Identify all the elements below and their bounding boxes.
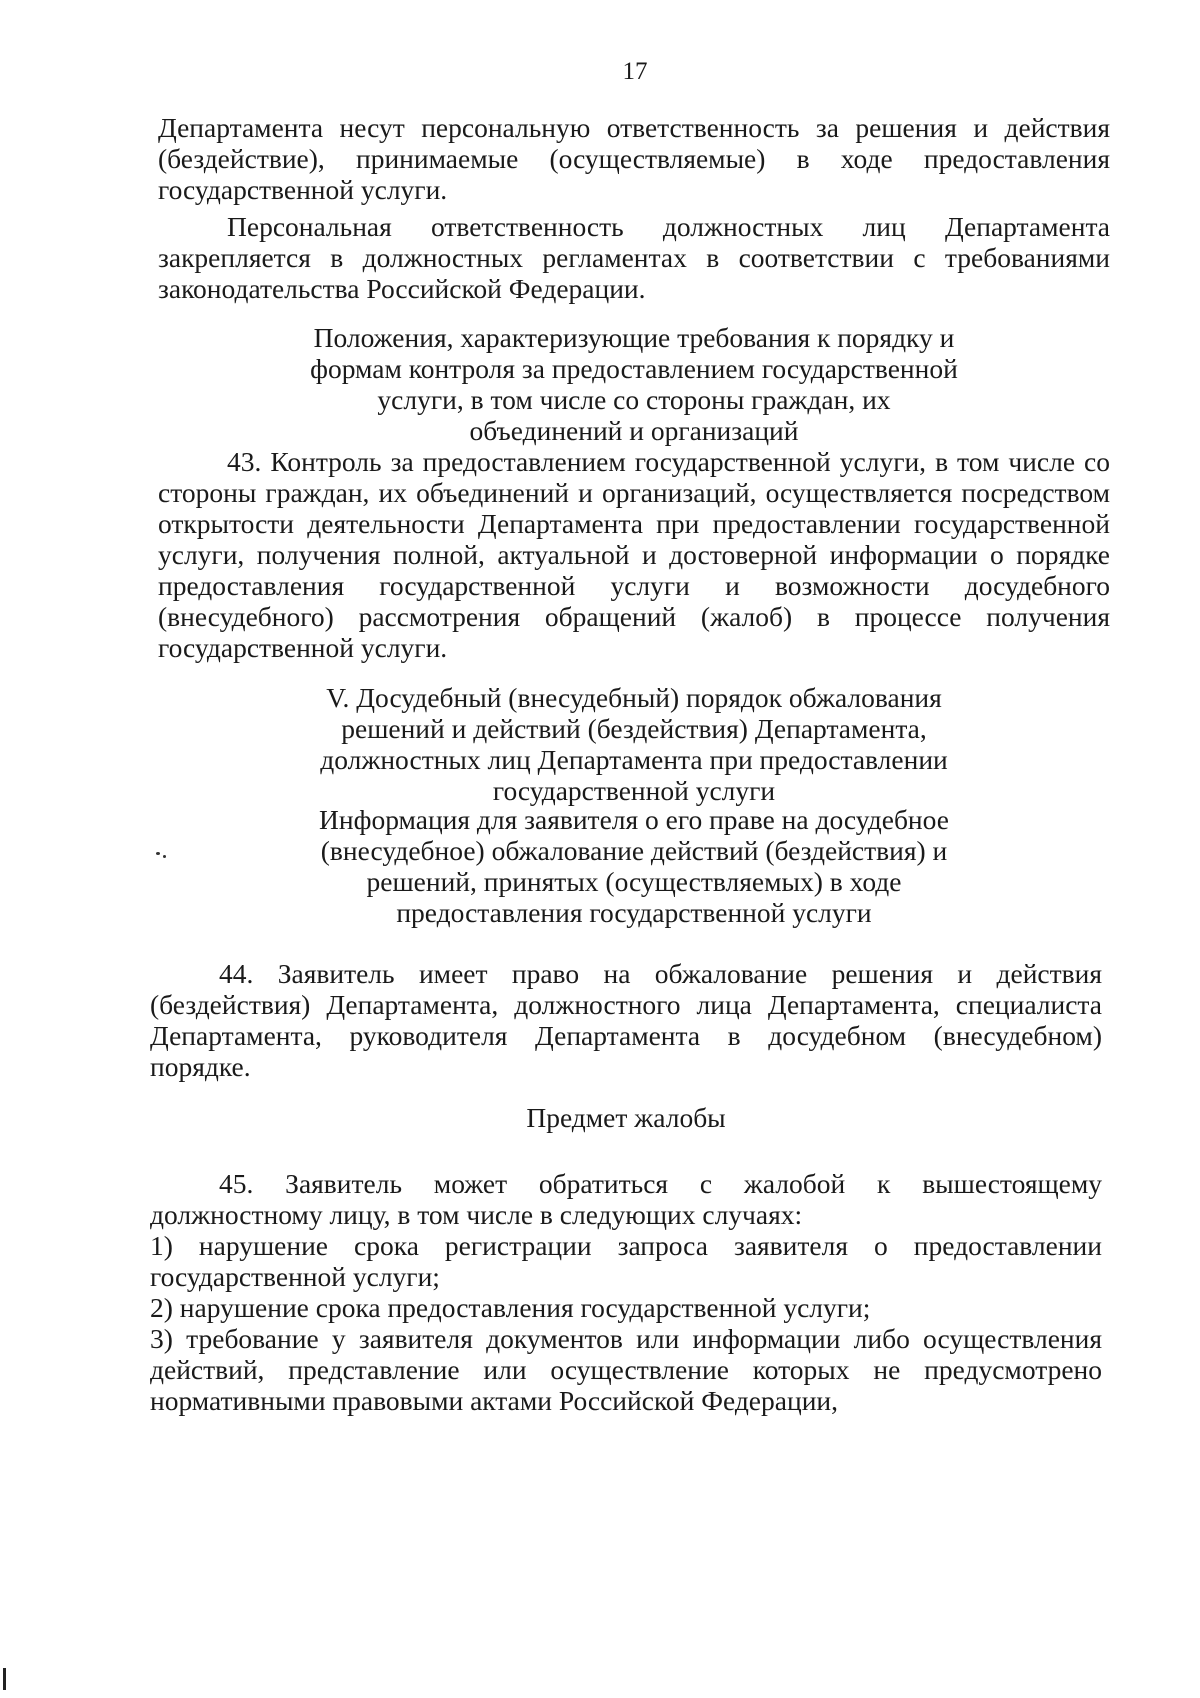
scan-speck <box>156 852 160 855</box>
heading-complaint-subject-text: Предмет жалобы <box>526 1102 726 1133</box>
heading-control-text: Положения, характеризующие требования к порядку и формам контроля за предоставлением государственной услуги, в том числе со стороны граждан, их объединений и организаций <box>310 322 958 446</box>
scan-edge-mark <box>3 1668 6 1690</box>
paragraph-intro <box>158 112 1110 304</box>
heading-complaint-subject <box>150 1102 1102 1133</box>
paragraph-intro-text: Департамента несут персональную ответственность за решения и действия (бездействие), принимаемые (осуществляемые) в ходе предоставления государственной услуги. <box>158 112 1110 205</box>
heading-section-5 <box>158 682 1110 806</box>
scan-speck <box>163 855 166 858</box>
list-item-1: 1) нарушение срока регистрации запроса заявителя о предоставлении государственной услуги; <box>150 1230 1102 1292</box>
paragraph-45 <box>150 1168 1102 1416</box>
paragraph-44 <box>150 958 1102 1082</box>
heading-applicant-info <box>158 804 1110 928</box>
heading-section-5-text: V. Досудебный (внесудебный) порядок обжалования решений и действий (бездействия) Департамента, должностных лиц Департамента при предоставлении государственной услуги <box>320 682 948 806</box>
paragraph-personal-responsibility: Персональная ответственность должностных лиц Департамента закрепляется в должностных регламентах в соответствии с требованиями законодательства Российской Федерации. <box>158 211 1110 304</box>
page-number: 17 <box>622 58 648 85</box>
list-item-3: 3) требование у заявителя документов или информации либо осуществления действий, представление или осуществление которых не предусмотрено нормативными правовыми актами Российской Федерации, <box>150 1323 1102 1416</box>
heading-applicant-info-text: Информация для заявителя о его праве на досудебное (внесудебное) обжалование действий (бездействия) и решений, принятых (осуществляемых) в ходе предоставления государственной услуги <box>319 804 949 928</box>
paragraph-43-text: 43. Контроль за предоставлением государственной услуги, в том числе со стороны граждан, их объединений и организаций, осуществляется посредством открытости деятельности Департамента при предоставлении государственной услуги, получения полной, актуальной и достоверной информации о порядке предоставления государственной услуги и возможности досудебного (внесудебного) рассмотрения обращений (жалоб) в процессе получения государственной услуги. <box>158 446 1110 663</box>
paragraph-43 <box>158 446 1110 663</box>
list-item-2: 2) нарушение срока предоставления государственной услуги; <box>150 1292 871 1323</box>
paragraph-44-text: 44. Заявитель имеет право на обжалование решения и действия (бездействия) Департамента, должностного лица Департамента, специалиста Департамента, руководителя Департамента в досудебном (внесудебном) порядке. <box>150 958 1102 1082</box>
paragraph-45-text: 45. Заявитель может обратиться с жалобой к вышестоящему должностному лицу, в том числе в следующих случаях: <box>150 1168 1102 1230</box>
heading-control <box>158 322 1110 446</box>
